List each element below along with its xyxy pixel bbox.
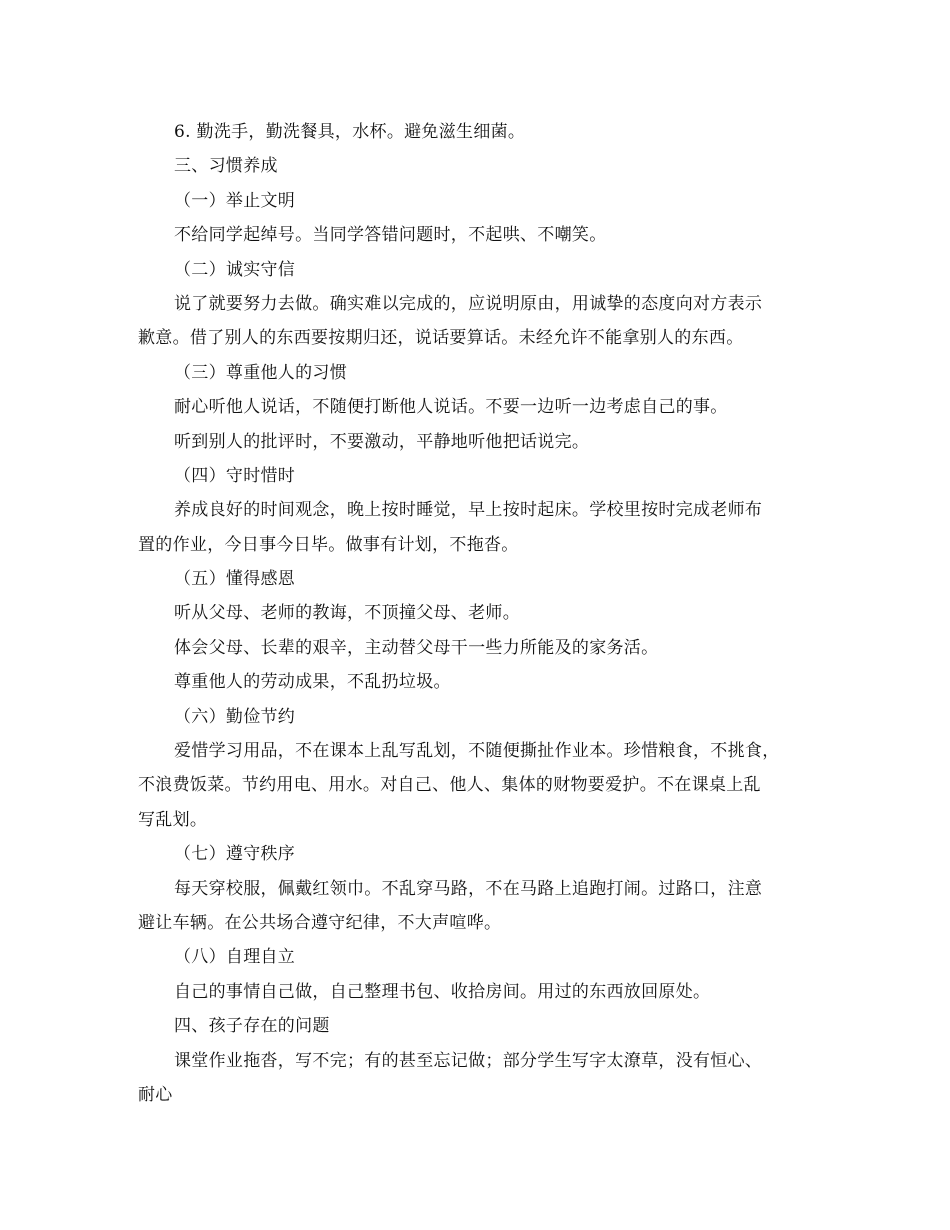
paragraph-line: 养成良好的时间观念，晚上按时睡觉，早上按时起床。学校里按时完成老师布: [174, 500, 763, 521]
subsection-heading: （一）举止文明: [174, 190, 296, 211]
paragraph-continuation: 耐心: [138, 1084, 173, 1105]
paragraph-line: 自己的事情自己做，自己整理书包、收拾房间。用过的东西放回原处。: [174, 981, 711, 1002]
subsection-heading: （四）守时惜时: [174, 465, 296, 486]
paragraph-line: 耐心听他人说话，不随便打断他人说话。不要一边听一边考虑自己的事。: [174, 397, 728, 418]
paragraph-continuation: 写乱划。: [138, 809, 208, 830]
paragraph-continuation: 避让车辆。在公共场合遵守纪律，不大声喧哗。: [138, 912, 502, 933]
paragraph-line: 听到别人的批评时，不要激动，平静地听他把话说完。: [174, 431, 590, 452]
section-heading: 四、孩子存在的问题: [174, 1016, 330, 1037]
subsection-heading: （八）自理自立: [174, 947, 296, 968]
paragraph-line: 听从父母、老师的教诲，不顶撞父母、老师。: [174, 603, 520, 624]
paragraph-line: 说了就要努力去做。确实难以完成的，应说明原由，用诚挚的态度向对方表示: [174, 293, 763, 314]
paragraph-line: 爱惜学习用品，不在课本上乱写乱划，不随便撕扯作业本。珍惜粮食，不挑食，: [174, 741, 780, 762]
paragraph-line: 6. 勤洗手，勤洗餐具，水杯。避免滋生细菌。: [174, 122, 526, 142]
subsection-heading: （五）懂得感恩: [174, 569, 296, 590]
paragraph-line: 每天穿校服，佩戴红领巾。不乱穿马路，不在马路上追跑打闹。过路口，注意: [174, 878, 763, 899]
paragraph-continuation: 歉意。借了别人的东西要按期归还，说话要算话。未经允许不能拿别人的东西。: [138, 328, 744, 349]
paragraph-line: 不给同学起绰号。当同学答错问题时，不起哄、不嘲笑。: [174, 225, 607, 246]
subsection-heading: （六）勤俭节约: [174, 706, 296, 727]
section-heading: 三、习惯养成: [174, 156, 278, 177]
paragraph-line: 课堂作业拖沓，写不完；有的甚至忘记做；部分学生写字太潦草，没有恒心、: [174, 1050, 763, 1071]
subsection-heading: （七）遵守秩序: [174, 844, 296, 865]
subsection-heading: （二）诚实守信: [174, 259, 296, 280]
paragraph-line: 体会父母、长辈的艰辛，主动替父母干一些力所能及的家务活。: [174, 637, 659, 658]
paragraph-continuation: 置的作业，今日事今日毕。做事有计划，不拖沓。: [138, 534, 519, 555]
paragraph-continuation: 不浪费饭菜。节约用电、用水。对自己、他人、集体的财物要爱护。不在课桌上乱: [138, 775, 761, 796]
document-body: [138, 115, 828, 1112]
paragraph-line: 尊重他人的劳动成果，不乱扔垃圾。: [174, 672, 451, 693]
subsection-heading: （三）尊重他人的习惯: [174, 362, 347, 383]
